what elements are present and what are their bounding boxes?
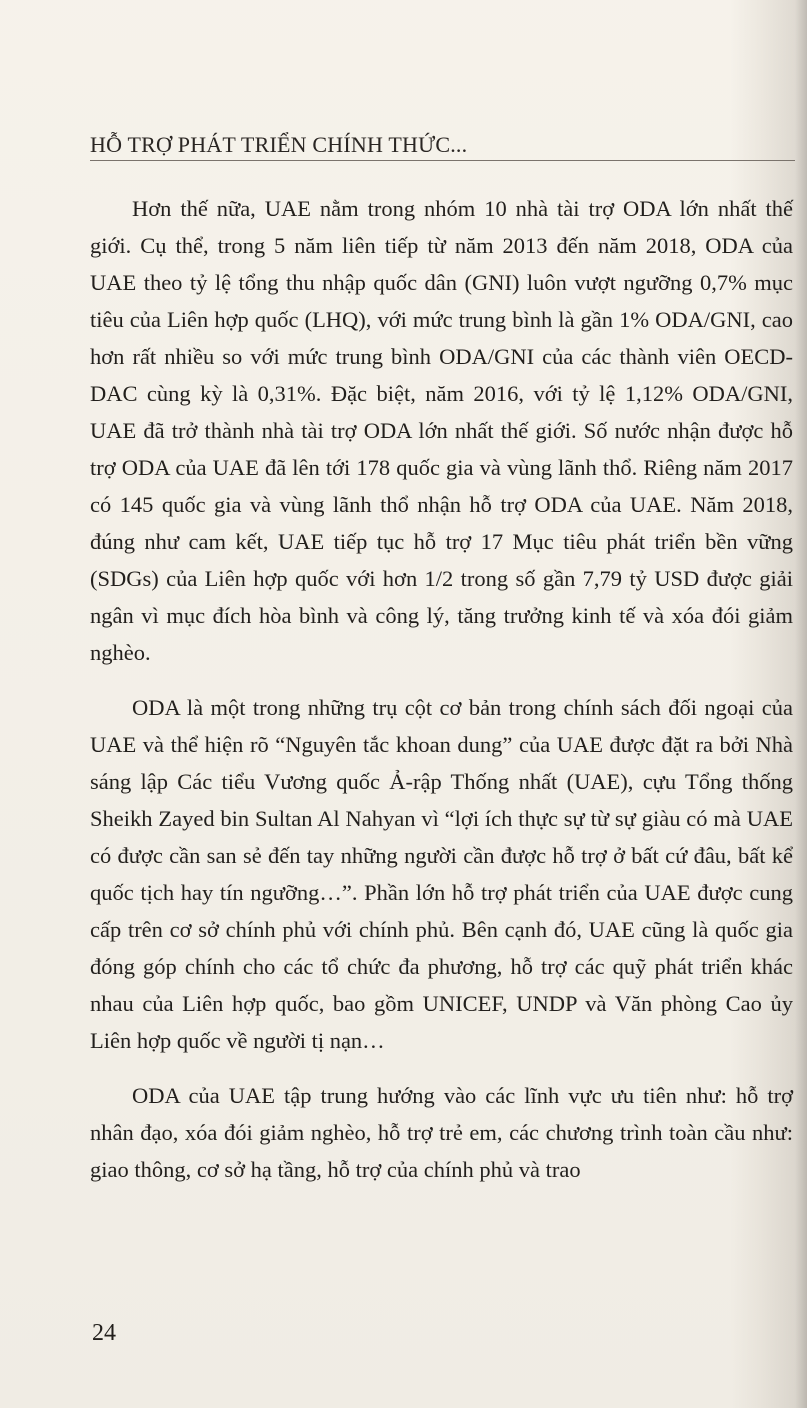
- page-number: 24: [92, 1320, 116, 1346]
- paragraph-2: ODA là một trong những trụ cột cơ bản trong chính sách đối ngoại của UAE và thể hiện rõ “Nguyên tắc khoan dung” của UAE được đặt ra bởi Nhà sáng lập Các tiểu Vương quốc Ả-rập Thống nhất (UAE), cựu Tổng thống Sheikh Zayed bin Sultan Al Nahyan vì “lợi ích thực sự từ sự giàu có mà UAE có được cần san sẻ đến tay những người cần được hỗ trợ ở bất cứ đâu, bất kể quốc tịch hay tín ngưỡng…”. Phần lớn hỗ trợ phát triển của UAE được cung cấp trên cơ sở chính phủ với chính phủ. Bên cạnh đó, UAE cũng là quốc gia đóng góp chính cho các tổ chức đa phương, hỗ trợ các quỹ phát triển khác nhau của Liên hợp quốc, bao gồm UNICEF, UNDP và Văn phòng Cao ủy Liên hợp quốc về người tị nạn…: [90, 695, 793, 1053]
- body-text: [90, 190, 793, 1188]
- page-edge-shadow: [795, 0, 807, 1408]
- running-header: HỖ TRỢ PHÁT TRIỂN CHÍNH THỨC...: [90, 132, 468, 157]
- paragraph-3: ODA của UAE tập trung hướng vào các lĩnh vực ưu tiên như: hỗ trợ nhân đạo, xóa đói giảm nghèo, hỗ trợ trẻ em, các chương trình toàn cầu như: giao thông, cơ sở hạ tầng, hỗ trợ của chính phủ và trao: [90, 1083, 793, 1182]
- header-divider: [90, 160, 795, 161]
- paragraph-1: Hơn thế nữa, UAE nằm trong nhóm 10 nhà tài trợ ODA lớn nhất thế giới. Cụ thể, trong 5 năm liên tiếp từ năm 2013 đến năm 2018, ODA của UAE theo tỷ lệ tổng thu nhập quốc dân (GNI) luôn vượt ngưỡng 0,7% mục tiêu của Liên hợp quốc (LHQ), với mức trung bình là gần 1% ODA/GNI, cao hơn rất nhiều so với mức trung bình ODA/GNI của các thành viên OECD-DAC cùng kỳ là 0,31%. Đặc biệt, năm 2016, với tỷ lệ 1,12% ODA/GNI, UAE đã trở thành nhà tài trợ ODA lớn nhất thế giới. Số nước nhận được hỗ trợ ODA của UAE đã lên tới 178 quốc gia và vùng lãnh thổ. Riêng năm 2017 có 145 quốc gia và vùng lãnh thổ nhận hỗ trợ ODA của UAE. Năm 2018, đúng như cam kết, UAE tiếp tục hỗ trợ 17 Mục tiêu phát triển bền vững (SDGs) của Liên hợp quốc với hơn 1/2 trong số gần 7,79 tỷ USD được giải ngân vì mục đích hòa bình và công lý, tăng trưởng kinh tế và xóa đói giảm nghèo.: [90, 196, 793, 665]
